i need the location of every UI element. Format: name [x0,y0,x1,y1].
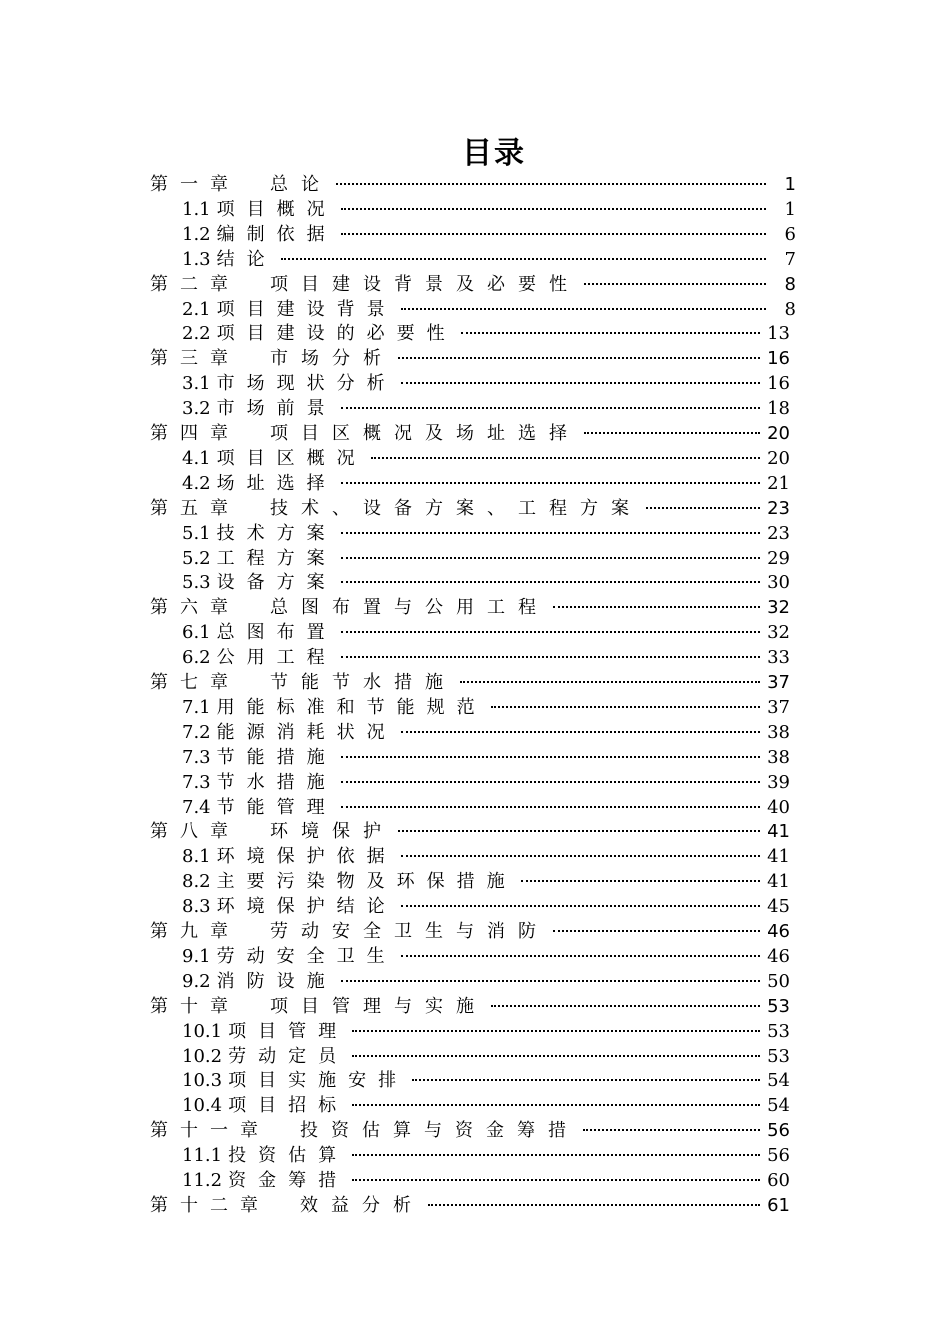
toc-entry-number: 8.1 [182,846,211,868]
toc-entry-number: 4.1 [182,447,211,469]
toc-page-number: 20 [767,447,790,469]
toc-entry-number: 10.4 [182,1095,223,1117]
toc-entry-number: 8.3 [182,896,211,918]
toc-dot-leader [352,1179,760,1181]
toc-entry-number: 7.1 [182,696,211,718]
toc-entry-number: 4.2 [182,472,211,494]
toc-entry-number: 3.2 [182,398,211,420]
toc-entry-label: 总图布置 [216,622,337,644]
toc-dot-leader [341,208,766,210]
toc-page-number: 33 [767,647,790,669]
toc-page-number: 8 [784,298,796,320]
toc-page-number: 23 [767,497,790,519]
toc-entry-number: 3.1 [182,373,211,395]
toc-entry-number: 7.3 [182,746,211,768]
toc-page-number: 32 [767,622,790,644]
toc-dot-leader [401,855,760,857]
toc-entry-number: 10.2 [182,1045,223,1067]
toc-section-entry[interactable] [182,321,790,346]
toc-chapter-entry[interactable] [150,819,790,844]
toc-entry-number: 第三章 [150,348,240,370]
toc-section-entry[interactable] [182,1019,790,1044]
toc-entry-label: 技术方案 [216,522,337,544]
toc-dot-leader [341,581,760,583]
toc-page-number: 1 [784,198,796,220]
toc-page-number: 1 [784,174,796,195]
toc-entry-label: 设备方案 [216,572,337,594]
toc-section-entry[interactable] [182,1068,790,1093]
toc-dot-leader [521,880,760,882]
toc-section-entry[interactable] [182,471,790,496]
toc-section-entry[interactable] [182,197,796,222]
toc-entry-number: 7.3 [182,771,211,793]
toc-section-entry[interactable] [182,645,790,670]
toc-section-entry[interactable] [182,446,790,471]
toc-entry-label: 节能管理 [216,796,337,818]
toc-entry-label: 项目建设背景 [216,298,397,320]
toc-section-entry[interactable] [182,297,796,322]
toc-page-number: 38 [767,721,790,743]
toc-entry-label: 环境保护结论 [216,896,397,918]
toc-entry-number: 第六章 [150,597,240,619]
toc-entry-number: 5.1 [182,522,211,544]
toc-entry-label: 劳动安全卫生与消防 [270,921,549,942]
toc-entry-label: 能源消耗状况 [216,721,397,743]
toc-section-entry[interactable] [182,944,790,969]
toc-chapter-entry[interactable] [150,1193,790,1218]
toc-page-number: 61 [767,1194,790,1216]
toc-dot-leader [352,1104,760,1106]
toc-entry-label: 资金筹措 [228,1170,349,1191]
toc-page-number: 16 [767,373,790,395]
toc-chapter-entry[interactable] [150,272,796,297]
toc-page-number: 37 [767,672,790,693]
toc-entry-number: 6.1 [182,622,211,644]
toc-entry-number: 10.3 [182,1070,223,1092]
toc-entry-label: 项目管理 [228,1020,349,1042]
toc-page-number: 45 [767,896,790,918]
toc-section-entry[interactable] [182,396,790,421]
toc-page-number: 39 [767,771,790,793]
toc-entry-label: 项目建设背景及必要性 [270,273,580,295]
toc-entry-label: 消防设施 [216,970,337,992]
toc-section-entry[interactable] [182,1044,790,1069]
toc-entry-number: 7.2 [182,721,211,743]
toc-entry-number: 第八章 [150,821,240,843]
toc-entry-number: 第五章 [150,497,240,519]
toc-dot-leader [553,930,760,932]
toc-chapter-entry[interactable] [150,994,790,1019]
toc-entry-label: 公用工程 [216,647,337,669]
toc-chapter-entry[interactable] [150,346,790,371]
toc-dot-leader [401,308,766,310]
toc-chapter-entry[interactable] [150,496,790,521]
toc-entry-label: 场址选择 [216,472,337,494]
toc-dot-leader [352,1154,760,1156]
toc-page-number: 8 [784,273,796,295]
toc-page-number: 41 [767,821,790,843]
toc-entry-number: 2.1 [182,298,211,320]
toc-page-number: 18 [767,398,790,420]
toc-entry-label: 市场前景 [216,398,337,420]
toc-dot-leader [401,905,760,907]
toc-entry-label: 结论 [216,248,277,270]
toc-entry-label: 环境保护依据 [216,846,397,868]
toc-entry-number: 第九章 [150,921,240,942]
toc-dot-leader [341,980,760,982]
toc-entry-label: 投资估算 [228,1145,349,1167]
toc-section-entry[interactable] [182,570,790,595]
toc-page-number: 21 [767,472,790,494]
toc-page-number: 40 [767,796,790,818]
toc-page-number: 32 [767,597,790,619]
toc-entry-label: 项目招标 [228,1095,349,1117]
toc-page-number: 38 [767,746,790,768]
toc-page-number: 53 [767,1020,790,1042]
toc-entry-number: 7.4 [182,796,211,818]
toc-dot-leader [401,955,760,957]
toc-dot-leader [341,482,760,484]
toc-entry-label: 投资估算与资金筹措 [300,1120,579,1142]
toc-entry-number: 11.2 [182,1170,223,1191]
toc-entry-number: 1.1 [182,198,211,220]
toc-chapter-entry[interactable] [150,670,790,695]
toc-entry-label: 用能标准和节能规范 [216,696,487,718]
toc-dot-leader [341,233,766,235]
toc-entry-label: 总论 [270,174,332,195]
toc-section-entry[interactable] [182,869,790,894]
toc-entry-number: 1.2 [182,223,211,245]
toc-entry-number: 6.2 [182,647,211,669]
toc-dot-leader [341,756,760,758]
toc-dot-leader [341,557,760,559]
toc-dot-leader [491,706,760,708]
toc-page-number: 54 [767,1070,790,1092]
toc-entry-label: 劳动安全卫生 [216,945,397,967]
toc-page-number: 37 [767,696,790,718]
toc-entry-label: 劳动定员 [228,1045,349,1067]
toc-section-entry[interactable] [182,894,790,919]
toc-entry-number: 第四章 [150,423,240,444]
toc-page-number: 46 [767,945,790,967]
toc-page-number: 7 [784,248,796,270]
toc-dot-leader [398,357,760,359]
toc-section-entry[interactable] [182,521,790,546]
toc-page-number: 16 [767,348,790,370]
toc-section-entry[interactable] [182,1143,790,1168]
toc-dot-leader [341,407,760,409]
toc-page-number: 6 [784,223,796,245]
toc-dot-leader [341,631,760,633]
toc-entry-label: 项目管理与实施 [270,995,487,1017]
toc-entry-label: 项目建设的必要性 [216,323,457,345]
toc-page-number: 20 [767,423,790,444]
toc-entry-number: 2.2 [182,323,211,345]
toc-entry-number: 8.2 [182,871,211,893]
toc-entry-label: 工程方案 [216,547,337,569]
toc-page-number: 41 [767,846,790,868]
toc-entry-number: 11.1 [182,1145,223,1167]
toc-entry-label: 市场现状分析 [216,373,397,395]
page-title: 目录 [462,136,526,171]
toc-dot-leader [412,1079,760,1081]
toc-dot-leader [341,656,760,658]
toc-dot-leader [553,606,760,608]
toc-entry-number: 1.3 [182,248,211,270]
toc-entry-label: 效益分析 [300,1194,424,1216]
toc-entry-number: 5.3 [182,572,211,594]
toc-dot-leader [371,457,760,459]
toc-dot-leader [428,1204,760,1206]
toc-dot-leader [401,382,760,384]
toc-dot-leader [341,532,760,534]
toc-section-entry[interactable] [182,1093,790,1118]
toc-dot-leader [584,283,766,285]
toc-section-entry[interactable] [182,222,796,247]
toc-page-number: 56 [767,1120,790,1142]
toc-chapter-entry[interactable] [150,421,790,446]
toc-chapter-entry[interactable] [150,919,790,944]
toc-entry-label: 节能措施 [216,746,337,768]
toc-section-entry[interactable] [182,844,790,869]
toc-entry-number: 10.1 [182,1020,223,1042]
toc-dot-leader [460,681,760,683]
toc-section-entry[interactable] [182,620,790,645]
toc-dot-leader [401,731,760,733]
toc-page-number: 54 [767,1095,790,1117]
toc-page-number: 50 [767,970,790,992]
toc-entry-label: 环境保护 [270,821,394,843]
toc-dot-leader [584,432,760,434]
toc-section-entry[interactable] [182,969,790,994]
toc-dot-leader [341,781,760,783]
toc-dot-leader [491,1005,760,1007]
toc-entry-number: 9.2 [182,970,211,992]
toc-page-number: 56 [767,1145,790,1167]
toc-entry-label: 项目区概况 [216,447,367,469]
toc-entry-number: 9.1 [182,945,211,967]
toc-entry-label: 技术、设备方案、工程方案 [270,497,642,519]
toc-section-entry[interactable] [182,720,790,745]
toc-chapter-entry[interactable] [150,595,790,620]
toc-entry-number: 第十章 [150,995,240,1017]
toc-page-number: 23 [767,522,790,544]
toc-dot-leader [583,1129,760,1131]
toc-entry-label: 市场分析 [270,348,394,370]
toc-entry-number: 第十一章 [150,1120,270,1142]
toc-entry-label: 编制依据 [216,223,337,245]
toc-dot-leader [352,1055,760,1057]
toc-dot-leader [281,258,766,260]
toc-entry-label: 项目实施安排 [228,1070,409,1092]
toc-section-entry[interactable] [182,1168,790,1193]
toc-dot-leader [461,332,760,334]
toc-page-number: 53 [767,995,790,1017]
toc-dot-leader [646,507,760,509]
toc-section-entry[interactable] [182,371,790,396]
toc-entry-number: 第十二章 [150,1194,270,1216]
toc-section-entry[interactable] [182,745,790,770]
toc-entry-number: 第二章 [150,273,240,295]
toc-section-entry[interactable] [182,795,790,820]
toc-page-number: 29 [767,547,790,569]
toc-page-number: 41 [767,871,790,893]
toc-entry-number: 第一章 [150,174,240,195]
toc-chapter-entry[interactable] [150,1118,790,1143]
toc-entry-number: 第七章 [150,672,240,693]
toc-dot-leader [341,806,760,808]
toc-entry-label: 节水措施 [216,771,337,793]
toc-chapter-entry[interactable] [150,172,796,197]
toc-entry-label: 项目概况 [216,198,337,220]
toc-entry-label: 项目区概况及场址选择 [270,423,580,444]
toc-page-number: 53 [767,1045,790,1067]
toc-dot-leader [398,830,760,832]
toc-section-entry[interactable] [182,247,796,272]
toc-page-number: 46 [767,921,790,942]
toc-entry-label: 总图布置与公用工程 [270,597,549,619]
toc-entry-number: 5.2 [182,547,211,569]
toc-dot-leader [336,183,766,185]
toc-page-number: 30 [767,572,790,594]
toc-section-entry[interactable] [182,695,790,720]
toc-entry-label: 节能节水措施 [270,672,456,693]
toc-section-entry[interactable] [182,770,790,795]
toc-dot-leader [352,1030,760,1032]
toc-page-number: 60 [767,1170,790,1191]
toc-entry-label: 主要污染物及环保措施 [216,871,517,893]
toc-section-entry[interactable] [182,546,790,571]
toc-page-number: 13 [767,323,790,345]
